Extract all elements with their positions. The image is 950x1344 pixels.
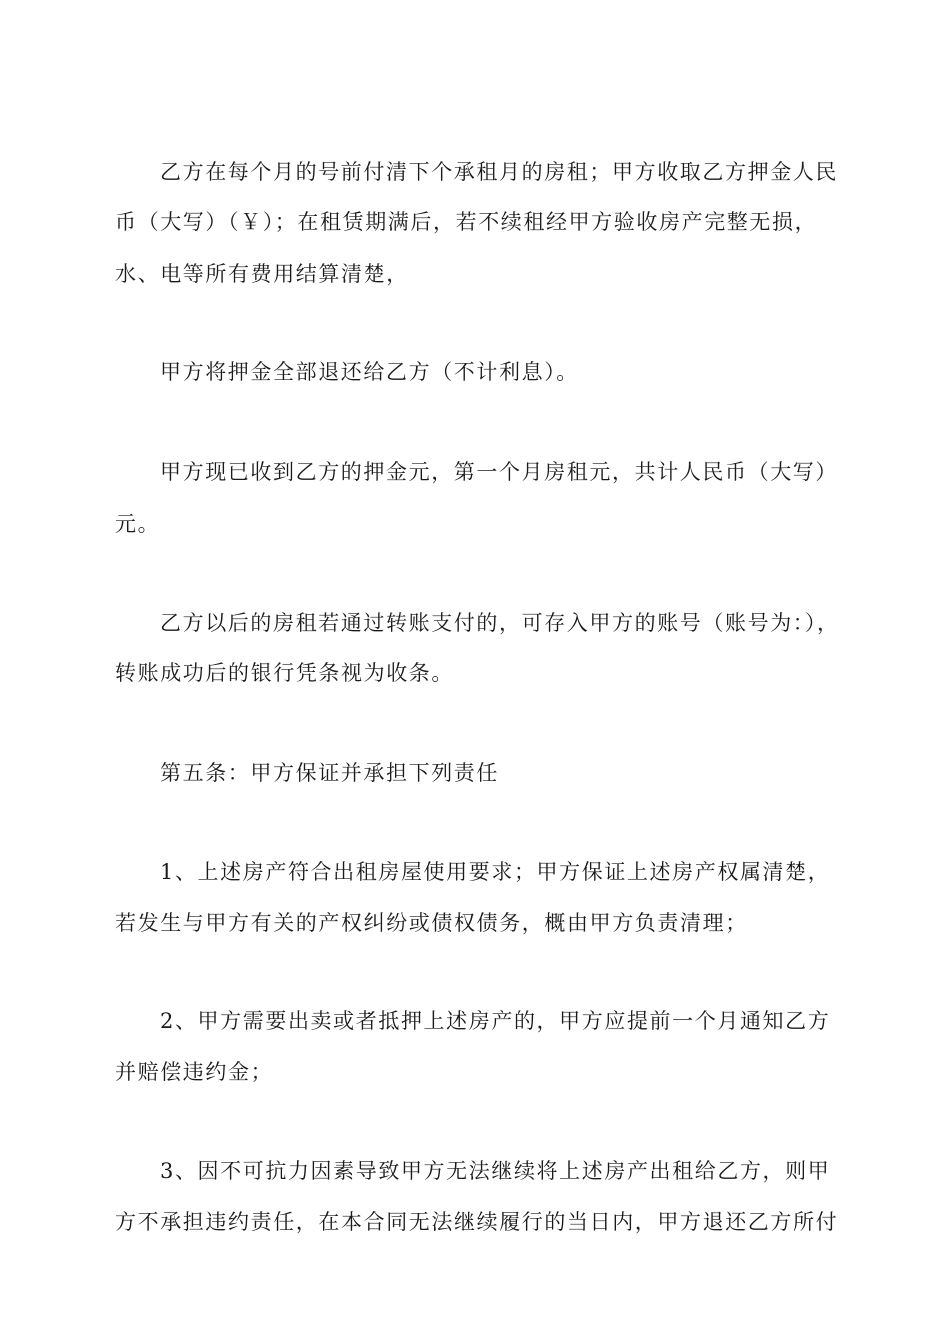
paragraph-line: 乙方以后的房租若通过转账支付的，可存入甲方的账号（账号为：）， [160, 611, 840, 635]
paragraph-line: 元。 [115, 512, 161, 536]
paragraph-line: 转账成功后的银行凭条视为收条。 [115, 661, 454, 685]
paragraph-line: 方不承担违约责任，在本合同无法继续履行的当日内，甲方退还乙方所付 [115, 1210, 839, 1234]
paragraph-line: 1、上述房产符合出租房屋使用要求；甲方保证上述房产权属清楚， [160, 860, 831, 884]
paragraph-line: 2、甲方需要出卖或者抵押上述房产的，甲方应提前一个月通知乙方 [160, 1009, 831, 1033]
paragraph-line: 水、电等所有费用结算清楚， [115, 262, 409, 286]
paragraph-line: 并赔偿违约金； [115, 1060, 274, 1084]
paragraph-line: 甲方现已收到乙方的押金元，第一个月房租元，共计人民币（大写） [160, 460, 838, 484]
section-heading: 第五条：甲方保证并承担下列责任 [160, 761, 499, 785]
paragraph-line: 币（大写）（￥）；在租赁期满后，若不续租经甲方验收房产完整无损， [115, 210, 818, 234]
paragraph-line: 乙方在每个月的号前付清下个承租月的房租；甲方收取乙方押金人民 [160, 160, 838, 184]
paragraph-line: 甲方将押金全部退还给乙方（不计利息）。 [160, 360, 579, 384]
paragraph-line: 3、因不可抗力因素导致甲方无法继续将上述房产出租给乙方，则甲 [160, 1159, 831, 1183]
paragraph-line: 若发生与甲方有关的产权纠纷或债权债务，概由甲方负责清理； [115, 911, 748, 935]
